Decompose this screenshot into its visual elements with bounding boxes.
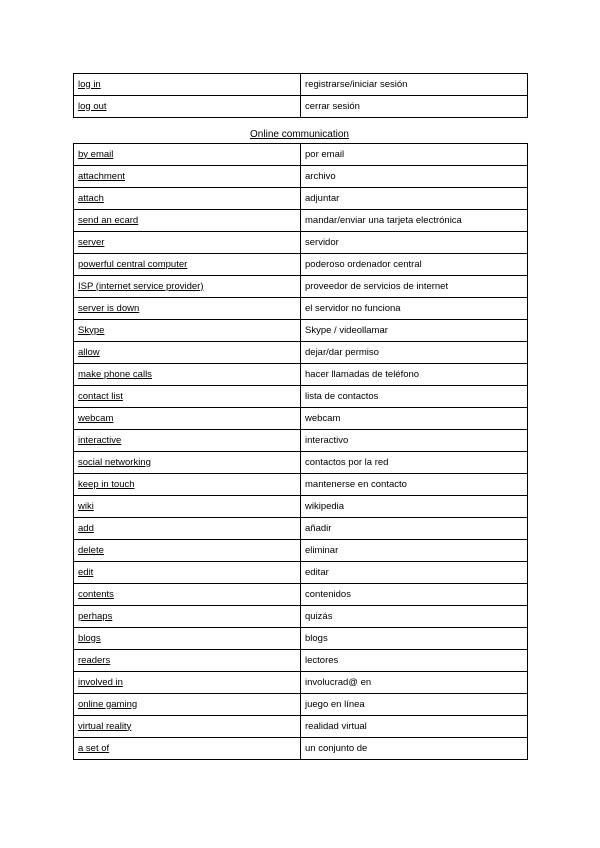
spanish-translation: cerrar sesión xyxy=(301,96,528,118)
spanish-translation: juego en línea xyxy=(301,694,528,716)
table-row xyxy=(74,188,528,210)
english-term: contents xyxy=(74,584,301,606)
table-row xyxy=(74,430,528,452)
table-row xyxy=(74,298,528,320)
spanish-translation: lectores xyxy=(301,650,528,672)
spanish-translation: webcam xyxy=(301,408,528,430)
table-row xyxy=(74,74,528,96)
table-row xyxy=(74,96,528,118)
english-term: ISP (internet service provider) xyxy=(74,276,301,298)
english-term: make phone calls xyxy=(74,364,301,386)
vocab-table-main-body xyxy=(74,144,528,760)
english-term: Skype xyxy=(74,320,301,342)
spanish-translation: blogs xyxy=(301,628,528,650)
spanish-translation: Skype / videollamar xyxy=(301,320,528,342)
spanish-translation: eliminar xyxy=(301,540,528,562)
english-term: attachment xyxy=(74,166,301,188)
table-row xyxy=(74,584,528,606)
english-term: contact list xyxy=(74,386,301,408)
english-term: send an ecard xyxy=(74,210,301,232)
table-row xyxy=(74,342,528,364)
table-row xyxy=(74,408,528,430)
table-row xyxy=(74,386,528,408)
english-term: wiki xyxy=(74,496,301,518)
table-row xyxy=(74,320,528,342)
english-term: server is down xyxy=(74,298,301,320)
table-row xyxy=(74,144,528,166)
spanish-translation: realidad virtual xyxy=(301,716,528,738)
table-row xyxy=(74,276,528,298)
english-term: log in xyxy=(74,74,301,96)
table-row xyxy=(74,694,528,716)
table-row xyxy=(74,606,528,628)
english-term: attach xyxy=(74,188,301,210)
spanish-translation: el servidor no funciona xyxy=(301,298,528,320)
english-term: interactive xyxy=(74,430,301,452)
english-term: blogs xyxy=(74,628,301,650)
spanish-translation: interactivo xyxy=(301,430,528,452)
english-term: add xyxy=(74,518,301,540)
spanish-translation: mantenerse en contacto xyxy=(301,474,528,496)
table-row xyxy=(74,364,528,386)
english-term: virtual reality xyxy=(74,716,301,738)
spanish-translation: poderoso ordenador central xyxy=(301,254,528,276)
english-term: log out xyxy=(74,96,301,118)
spanish-translation: hacer llamadas de teléfono xyxy=(301,364,528,386)
spanish-translation: adjuntar xyxy=(301,188,528,210)
spanish-translation: servidor xyxy=(301,232,528,254)
table-row xyxy=(74,650,528,672)
english-term: allow xyxy=(74,342,301,364)
table-row xyxy=(74,496,528,518)
english-term: edit xyxy=(74,562,301,584)
table-row xyxy=(74,474,528,496)
vocab-table-top-body xyxy=(74,74,528,118)
section-heading: Online communication xyxy=(250,129,349,140)
english-term: social networking xyxy=(74,452,301,474)
english-term: keep in touch xyxy=(74,474,301,496)
spanish-translation: archivo xyxy=(301,166,528,188)
vocab-table-online-communication xyxy=(73,143,528,760)
table-row xyxy=(74,562,528,584)
spanish-translation: involucrad@ en xyxy=(301,672,528,694)
table-row xyxy=(74,232,528,254)
spanish-translation: editar xyxy=(301,562,528,584)
english-term: readers xyxy=(74,650,301,672)
spanish-translation: un conjunto de xyxy=(301,738,528,760)
spanish-translation: proveedor de servicios de internet xyxy=(301,276,528,298)
vocab-table-top xyxy=(73,73,528,118)
spanish-translation: por email xyxy=(301,144,528,166)
english-term: involved in xyxy=(74,672,301,694)
table-row xyxy=(74,540,528,562)
spanish-translation: contactos por la red xyxy=(301,452,528,474)
table-row xyxy=(74,452,528,474)
english-term: server xyxy=(74,232,301,254)
table-row xyxy=(74,716,528,738)
spanish-translation: lista de contactos xyxy=(301,386,528,408)
table-row xyxy=(74,210,528,232)
english-term: a set of xyxy=(74,738,301,760)
english-term: by email xyxy=(74,144,301,166)
spanish-translation: dejar/dar permiso xyxy=(301,342,528,364)
table-row xyxy=(74,672,528,694)
spanish-translation: wikipedia xyxy=(301,496,528,518)
table-row xyxy=(74,518,528,540)
spanish-translation: quizás xyxy=(301,606,528,628)
spanish-translation: registrarse/iniciar sesión xyxy=(301,74,528,96)
english-term: powerful central computer xyxy=(74,254,301,276)
english-term: perhaps xyxy=(74,606,301,628)
table-row xyxy=(74,738,528,760)
english-term: delete xyxy=(74,540,301,562)
spanish-translation: contenidos xyxy=(301,584,528,606)
table-row xyxy=(74,166,528,188)
spanish-translation: añadir xyxy=(301,518,528,540)
spanish-translation: mandar/enviar una tarjeta electrónica xyxy=(301,210,528,232)
table-row xyxy=(74,628,528,650)
table-row xyxy=(74,254,528,276)
english-term: online gaming xyxy=(74,694,301,716)
english-term: webcam xyxy=(74,408,301,430)
